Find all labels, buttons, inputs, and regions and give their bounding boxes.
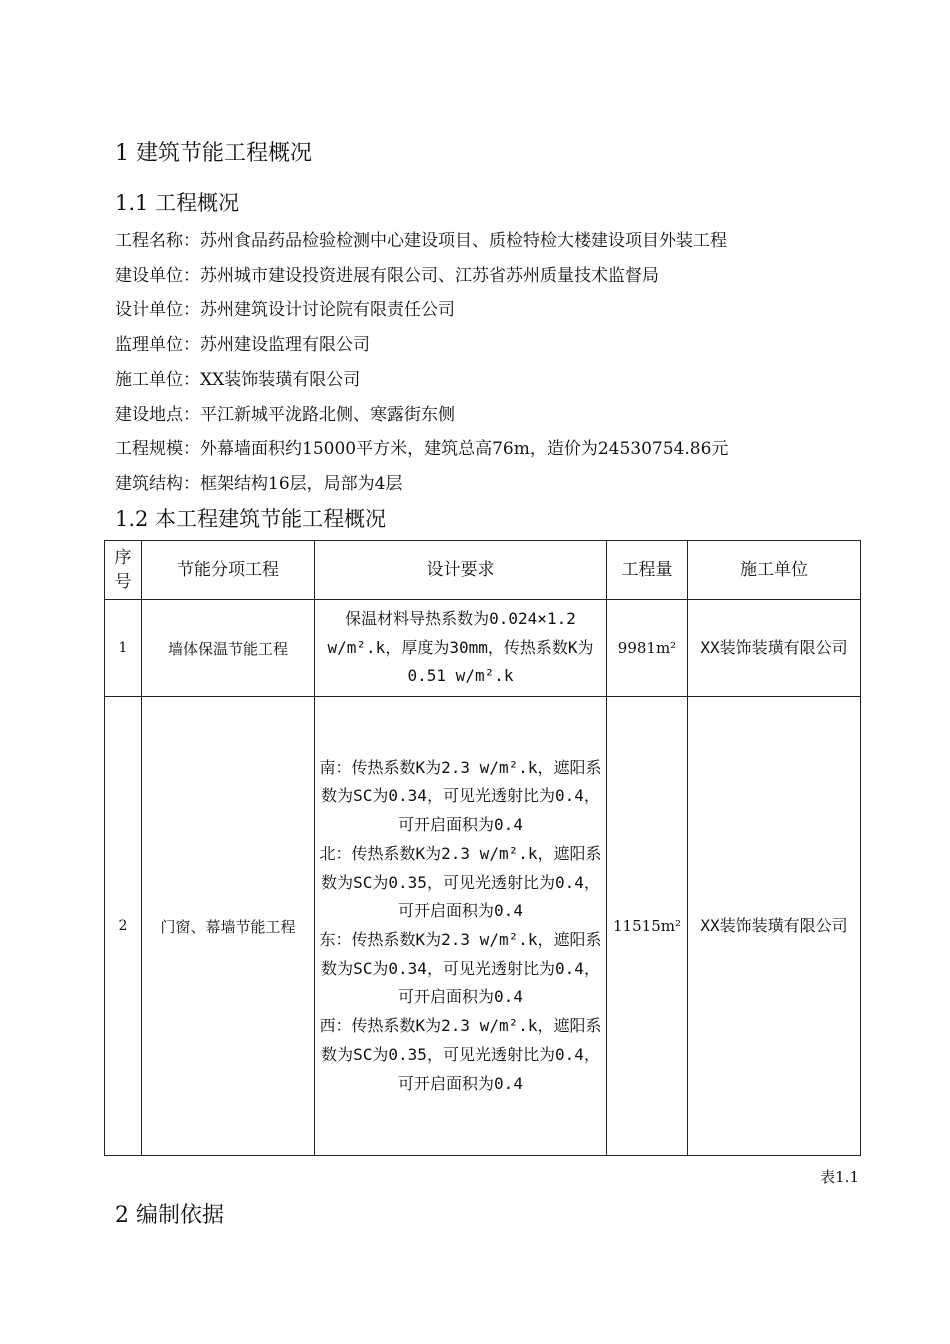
location-line: 建设地点：平江新城平泷路北侧、寒露街东侧 bbox=[115, 405, 455, 425]
row-contractor: XX装饰装璜有限公司 bbox=[688, 697, 861, 1156]
section-2-title: 2 编制依据 bbox=[115, 1203, 224, 1228]
table-row bbox=[105, 697, 861, 1156]
owner-line: 建设单位：苏州城市建设投资进展有限公司、江苏省苏州质量技术监督局 bbox=[115, 266, 659, 286]
header-contractor: 施工单位 bbox=[688, 541, 861, 600]
header-no: 序号 bbox=[105, 541, 142, 600]
row-item: 门窗、幕墙节能工程 bbox=[142, 697, 315, 1156]
header-quantity: 工程量 bbox=[607, 541, 688, 600]
requirement-text: 保温材料导热系数为0.024×1.2 w/m².k，厚度为30mm，传热系数K为0.51 w/m².k bbox=[327, 608, 594, 686]
row-no: 2 bbox=[105, 697, 142, 1156]
supervisor-line: 监理单位：苏州建设监理有限公司 bbox=[115, 335, 370, 355]
row-item: 墙体保温节能工程 bbox=[142, 600, 315, 697]
table-row bbox=[105, 600, 861, 697]
project-name-line: 工程名称：苏州食品药品检验检测中心建设项目、质检特检大楼建设项目外装工程 bbox=[115, 231, 727, 251]
structure-line: 建筑结构：框架结构16层，局部为4层 bbox=[115, 474, 403, 494]
table-header-row bbox=[105, 541, 861, 600]
row-quantity: 11515m² bbox=[607, 697, 688, 1156]
row-quantity: 9981m² bbox=[607, 600, 688, 697]
row-contractor: XX装饰装璜有限公司 bbox=[688, 600, 861, 697]
row-requirements bbox=[315, 697, 607, 1156]
scale-line: 工程规模：外幕墙面积约15000平方米，建筑总高76m，造价为24530754.86元 bbox=[115, 439, 729, 459]
requirement-south: 南：传热系数K为2.3 w/m².k，遮阳系数为SC为0.34，可见光透射比为0.4，可开启面积为0.4 bbox=[319, 757, 602, 835]
row-requirements bbox=[315, 600, 607, 697]
table-caption: 表1.1 bbox=[820, 1168, 859, 1186]
header-item: 节能分项工程 bbox=[142, 541, 315, 600]
row-no: 1 bbox=[105, 600, 142, 697]
requirement-north: 北：传热系数K为2.3 w/m².k，遮阳系数为SC为0.35，可见光透射比为0.4，可开启面积为0.4 bbox=[319, 843, 602, 921]
section-1-2-title: 1.2 本工程建筑节能工程概况 bbox=[115, 507, 387, 531]
energy-saving-table bbox=[104, 540, 861, 1156]
header-requirements: 设计要求 bbox=[315, 541, 607, 600]
requirement-east: 东：传热系数K为2.3 w/m².k，遮阳系数为SC为0.34，可见光透射比为0.4，可开启面积为0.4 bbox=[319, 930, 602, 1007]
designer-line: 设计单位：苏州建筑设计讨论院有限责任公司 bbox=[115, 300, 455, 320]
section-1-1-title: 1.1 工程概况 bbox=[115, 191, 240, 215]
requirement-west: 西：传热系数K为2.3 w/m².k，遮阳系数为SC为0.35，可见光透射比为0.4，可开启面积为0.4 bbox=[319, 1016, 602, 1093]
section-1-title: 1 建筑节能工程概况 bbox=[115, 141, 312, 166]
contractor-line: 施工单位：XX装饰装璜有限公司 bbox=[115, 370, 361, 390]
